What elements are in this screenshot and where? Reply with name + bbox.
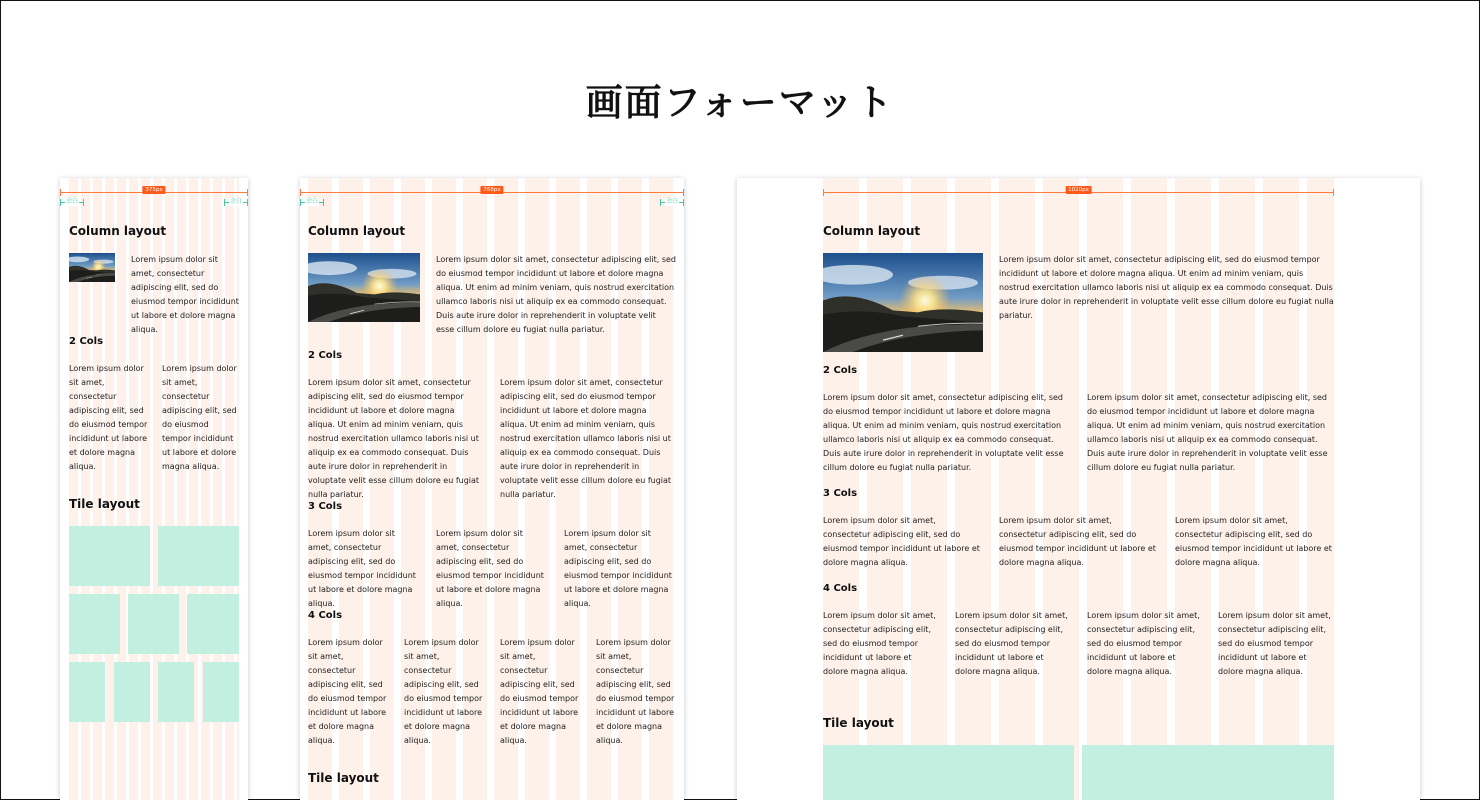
column-layout-text: Lorem ipsum dolor sit amet, consectetur adipiscing elit, sed do eiusmod tempor incididunt ut labore et dolore magna aliqua. Ut enim ad minim veniam, quis nostrud exercitation ullamco laboris nisi ut aliquip ex ea commodo consequat. Duis aute irure dolor in reprehenderit in voluptate velit esse cillum dolore eu fugiat nulla pariatur.	[999, 255, 1334, 320]
tablet-frame-768	[300, 178, 684, 800]
section-heading-column-layout: Column layout	[823, 224, 921, 238]
three-cols-text-3: Lorem ipsum dolor sit amet, consectetur adipiscing elit, sed do eiusmod tempor incididunt ut labore et dolore magna aliqua.	[564, 529, 672, 608]
two-cols-text-1: Lorem ipsum dolor sit amet, consectetur adipiscing elit, sed do eiusmod tempor incididunt ut labore et dolore magna aliqua. Ut enim ad minim veniam, quis nostrud exercitation ullamco laboris nisi ut aliquip ex ea commodo consequat. Duis aute irure dolor in reprehenderit in voluptate velit esse cillum dolore eu fugiat nulla pariatur.	[823, 393, 1064, 472]
width-ruler	[300, 187, 684, 193]
mobile-frame-375	[60, 178, 248, 800]
margin-marker-right	[224, 198, 248, 205]
three-cols-text-1: Lorem ipsum dolor sit amet, consectetur adipiscing elit, sed do eiusmod tempor incididunt ut labore et dolore magna aliqua.	[308, 529, 416, 608]
margin-marker-label: 余白	[229, 198, 243, 205]
tile	[203, 662, 239, 722]
section-heading-3-cols: 3 Cols	[823, 488, 858, 499]
four-cols-text-1: Lorem ipsum dolor sit amet, consectetur adipiscing elit, sed do eiusmod tempor incididunt ut labore et dolore magna aliqua.	[823, 611, 936, 676]
section-heading-tile-layout: Tile layout	[69, 497, 140, 511]
margin-marker-label: 余白	[305, 198, 319, 205]
road-sunset-photo	[823, 253, 983, 352]
three-cols-text-2: Lorem ipsum dolor sit amet, consectetur adipiscing elit, sed do eiusmod tempor incididunt ut labore et dolore magna aliqua.	[999, 516, 1156, 567]
section-heading-column-layout: Column layout	[308, 224, 406, 238]
width-ruler	[823, 187, 1334, 193]
section-heading-2-cols: 2 Cols	[308, 350, 343, 361]
section-heading-3-cols: 3 Cols	[308, 501, 343, 512]
four-cols-text-1: Lorem ipsum dolor sit amet, consectetur adipiscing elit, sed do eiusmod tempor incididunt ut labore et dolore magna aliqua.	[308, 638, 387, 745]
four-cols-text-3: Lorem ipsum dolor sit amet, consectetur adipiscing elit, sed do eiusmod tempor incididunt ut labore et dolore magna aliqua.	[500, 638, 579, 745]
tile	[187, 594, 239, 654]
tile	[128, 594, 179, 654]
section-heading-2-cols: 2 Cols	[69, 336, 104, 347]
width-ruler-label: 768px	[480, 186, 503, 194]
margin-marker-left	[300, 198, 324, 205]
tile	[1082, 745, 1334, 800]
column-layout-text: Lorem ipsum dolor sit amet, consectetur adipiscing elit, sed do eiusmod tempor incididunt ut labore et dolore magna aliqua.	[131, 255, 239, 334]
section-heading-2-cols: 2 Cols	[823, 365, 858, 376]
road-sunset-photo	[69, 253, 115, 282]
tile	[823, 745, 1074, 800]
four-cols-text-3: Lorem ipsum dolor sit amet, consectetur adipiscing elit, sed do eiusmod tempor incididunt ut labore et dolore magna aliqua.	[1087, 611, 1200, 676]
section-heading-tile-layout: Tile layout	[823, 716, 894, 730]
three-cols-text-3: Lorem ipsum dolor sit amet, consectetur adipiscing elit, sed do eiusmod tempor incididunt ut labore et dolore magna aliqua.	[1175, 516, 1332, 567]
margin-marker-right	[660, 198, 684, 205]
tile	[158, 526, 239, 586]
tile	[69, 662, 105, 722]
two-cols-text-1: Lorem ipsum dolor sit amet, consectetur adipiscing elit, sed do eiusmod tempor incididunt ut labore et dolore magna aliqua.	[69, 364, 148, 471]
page-title: 画面フォーマット	[585, 81, 895, 124]
tile	[158, 662, 194, 722]
three-cols-text-2: Lorem ipsum dolor sit amet, consectetur adipiscing elit, sed do eiusmod tempor incididunt ut labore et dolore magna aliqua.	[436, 529, 544, 608]
section-heading-column-layout: Column layout	[69, 224, 167, 238]
two-cols-text-2: Lorem ipsum dolor sit amet, consectetur adipiscing elit, sed do eiusmod tempor incididunt ut labore et dolore magna aliqua.	[162, 364, 237, 471]
margin-marker-label: 余白	[665, 198, 679, 205]
margin-marker-label: 余白	[65, 198, 79, 205]
two-cols-text-2: Lorem ipsum dolor sit amet, consectetur adipiscing elit, sed do eiusmod tempor incididunt ut labore et dolore magna aliqua. Ut enim ad minim veniam, quis nostrud exercitation ullamco laboris nisi ut aliquip ex ea commodo consequat. Duis aute irure dolor in reprehenderit in voluptate velit esse cillum dolore eu fugiat nulla pariatur.	[1087, 393, 1328, 472]
desktop-frame-1020	[737, 178, 1420, 800]
four-cols-text-2: Lorem ipsum dolor sit amet, consectetur adipiscing elit, sed do eiusmod tempor incididunt ut labore et dolore magna aliqua.	[955, 611, 1068, 676]
road-sunset-photo	[308, 253, 420, 322]
tile	[114, 662, 150, 722]
four-cols-text-2: Lorem ipsum dolor sit amet, consectetur adipiscing elit, sed do eiusmod tempor incididunt ut labore et dolore magna aliqua.	[404, 638, 483, 745]
section-heading-4-cols: 4 Cols	[823, 583, 858, 594]
three-cols-text-1: Lorem ipsum dolor sit amet, consectetur adipiscing elit, sed do eiusmod tempor incididunt ut labore et dolore magna aliqua.	[823, 516, 980, 567]
four-cols-text-4: Lorem ipsum dolor sit amet, consectetur adipiscing elit, sed do eiusmod tempor incididunt ut labore et dolore magna aliqua.	[1218, 611, 1331, 676]
four-cols-text-4: Lorem ipsum dolor sit amet, consectetur adipiscing elit, sed do eiusmod tempor incididunt ut labore et dolore magna aliqua.	[596, 638, 675, 745]
width-ruler-label: 1020px	[1065, 186, 1092, 194]
section-heading-tile-layout: Tile layout	[308, 771, 379, 785]
two-cols-text-2: Lorem ipsum dolor sit amet, consectetur adipiscing elit, sed do eiusmod tempor incididunt ut labore et dolore magna aliqua. Ut enim ad minim veniam, quis nostrud exercitation ullamco laboris nisi ut aliquip ex ea commodo consequat. Duis aute irure dolor in reprehenderit in voluptate velit esse cillum dolore eu fugiat nulla pariatur.	[500, 378, 672, 499]
margin-marker-left	[60, 198, 84, 205]
width-ruler-label: 375px	[142, 186, 165, 194]
two-cols-text-1: Lorem ipsum dolor sit amet, consectetur adipiscing elit, sed do eiusmod tempor incididunt ut labore et dolore magna aliqua. Ut enim ad minim veniam, quis nostrud exercitation ullamco laboris nisi ut aliquip ex ea commodo consequat. Duis aute irure dolor in reprehenderit in voluptate velit esse cillum dolore eu fugiat nulla pariatur.	[308, 378, 480, 499]
tile	[69, 594, 120, 654]
section-heading-4-cols: 4 Cols	[308, 610, 343, 621]
width-ruler	[60, 187, 248, 193]
column-layout-text: Lorem ipsum dolor sit amet, consectetur adipiscing elit, sed do eiusmod tempor incididunt ut labore et dolore magna aliqua. Ut enim ad minim veniam, quis nostrud exercitation ullamco laboris nisi ut aliquip ex ea commodo consequat. Duis aute irure dolor in reprehenderit in voluptate velit esse cillum dolore eu fugiat nulla pariatur.	[436, 255, 676, 334]
tile	[69, 526, 150, 586]
